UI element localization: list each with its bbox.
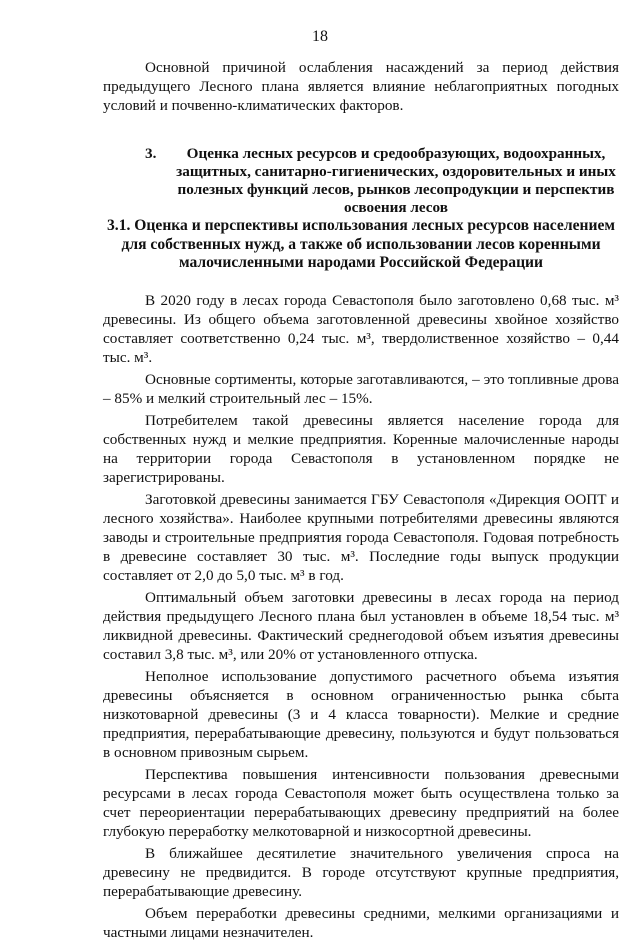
section-title: Оценка лесных ресурсов и средообразующих, водоохранных, защитных, санитарно-гигиенических, оздоровительных и иных полезных функций лесов, рынков лесопродукции и перспектив освоения лесов	[176, 145, 616, 216]
paragraph: Заготовкой древесины занимается ГБУ Севастополя «Дирекция ООПТ и лесного хозяйства». Наиболее крупными потребителями древесины являются заводы и строительные предприятия города Севастополя. Годовая потребность в древесине составляет 30 тыс. м³. Последние годы выпуск продукции составляет от 2,0 до 5,0 тыс. м³ в год.	[103, 490, 619, 584]
section-heading	[103, 145, 619, 217]
page-content	[103, 58, 619, 945]
paragraph: В 2020 году в лесах города Севастополя было заготовлено 0,68 тыс. м³ древесины. Из общего объема заготовленной древесины хвойное хозяйство составляет соответственно 0,24 тыс. м³, твердолиственное хозяйство – 0,44 тыс. м³.	[103, 291, 619, 366]
paragraph: Основные сортименты, которые заготавливаются, – это топливные дрова – 85% и мелкий строительный лес – 15%.	[103, 370, 619, 407]
body-text	[103, 291, 619, 942]
paragraph: Перспектива повышения интенсивности пользования древесными ресурсами в лесах города Севастополя может быть осуществлена только за счет переориентации перерабатывающих древесину предприятий на более глубокую переработку мелкотоварной и низкосортной древесины.	[103, 765, 619, 840]
paragraph: Объем переработки древесины средними, мелкими организациями и частными лицами незначителен.	[103, 904, 619, 941]
paragraph: Неполное использование допустимого расчетного объема изъятия древесины объясняется в основном ограниченностью рынка сбыта низкотоварной древесины (3 и 4 класса товарности). Мелкие и средние предприятия, перерабатывающие древесину, пользуются и будут пользоваться в основном привозным сырьем.	[103, 667, 619, 761]
paragraph: Оптимальный объем заготовки древесины в лесах города на период действия предыдущего Лесного плана был установлен в объеме 18,54 тыс. м³ ликвидной древесины. Фактический среднегодовой объем изъятия древесины составил 3,8 тыс. м³, или 20% от установленного отпуска.	[103, 588, 619, 663]
section-number: 3.	[145, 145, 157, 162]
intro-paragraph: Основной причиной ослабления насаждений за период действия предыдущего Лесного плана является влияние неблагоприятных погодных условий и почвенно-климатических факторов.	[103, 59, 619, 114]
subsection-heading: 3.1. Оценка и перспективы использования лесных ресурсов населением для собственных нужд, а также об использовании лесов коренными малочисленными народами Российской Федерации	[107, 217, 615, 271]
page-number: 18	[312, 28, 328, 45]
paragraph: Потребителем такой древесины является население города для собственных нужд и мелкие предприятия. Коренные малочисленные народы на территории города Севастополя в установленном порядке не зарегистрированы.	[103, 411, 619, 486]
paragraph: В ближайшее десятилетие значительного увеличения спроса на древесину не предвидится. В городе отсутствуют крупные предприятия, перерабатывающие древесину.	[103, 844, 619, 900]
